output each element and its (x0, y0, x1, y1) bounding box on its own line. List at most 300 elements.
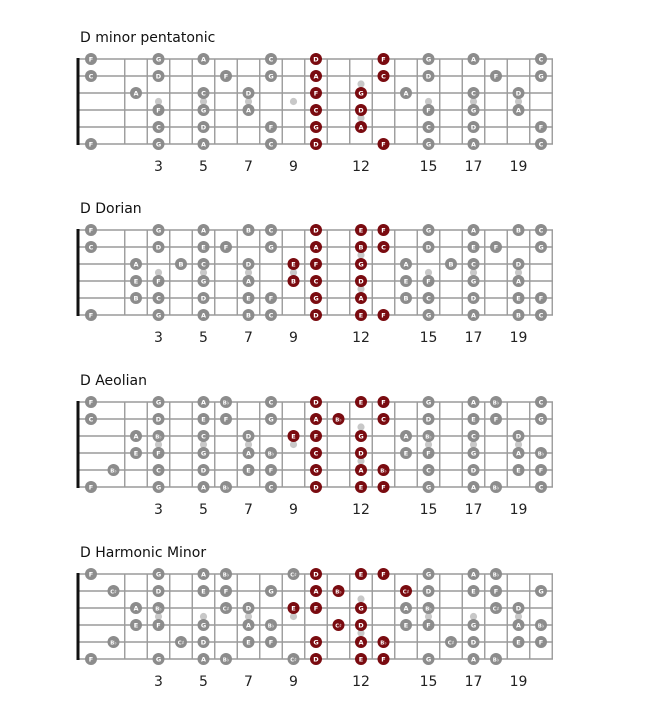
fret-number: 15 (419, 674, 438, 690)
note-label: G (425, 226, 432, 235)
note-label: F (223, 72, 229, 81)
diagram-title: D Dorian (80, 201, 142, 217)
scale-note (423, 121, 435, 133)
note-label: G (425, 483, 432, 492)
scale-note (243, 224, 255, 236)
scale-note-highlight (310, 87, 322, 99)
note-label: F (88, 140, 94, 149)
note-label: A (245, 106, 252, 115)
note-label: F (381, 570, 386, 579)
note-label: C (201, 89, 206, 98)
note-label: B (448, 260, 454, 269)
note-label: D (515, 260, 522, 269)
scale-note (423, 53, 435, 65)
scale-note-highlight (310, 653, 322, 665)
scale-note (423, 585, 435, 597)
note-label: C (268, 226, 274, 235)
note-label: D (155, 587, 162, 596)
fret-number: 12 (352, 159, 370, 175)
scale-note-highlight (355, 636, 367, 648)
scale-note (490, 653, 502, 665)
scale-note (468, 413, 480, 425)
note-label: G (313, 294, 319, 303)
scale-note-highlight (378, 138, 390, 150)
note-label: F (313, 89, 319, 98)
note-label: C (201, 432, 206, 441)
note-label: D (245, 604, 252, 613)
note-label: F (313, 432, 319, 441)
note-label: D (313, 483, 319, 492)
scale-note (400, 430, 412, 442)
note-label: A (515, 621, 522, 630)
note-label: A (403, 89, 409, 98)
note-label: C (313, 277, 319, 286)
note-label: G (470, 621, 477, 630)
scale-note (85, 309, 97, 321)
scale-note (513, 309, 525, 321)
note-label: G (470, 106, 477, 115)
scale-note (198, 585, 210, 597)
note-label: B♭ (222, 485, 230, 492)
scale-note (130, 258, 142, 270)
scale-note (265, 241, 277, 253)
scale-note (153, 619, 165, 631)
scale-note (513, 447, 525, 459)
fret-number: 3 (154, 159, 163, 175)
note-label: C (471, 432, 476, 441)
fret-number: 3 (154, 330, 163, 346)
note-label: G (155, 140, 162, 149)
scale-note-highlight (378, 241, 390, 253)
scale-note (513, 224, 525, 236)
scale-note (490, 481, 502, 493)
fret-inlay (357, 80, 364, 87)
fret-number: 15 (419, 502, 438, 518)
scale-note (535, 292, 547, 304)
note-label: E (471, 415, 476, 424)
scale-note-highlight (355, 619, 367, 631)
scale-note-highlight (310, 464, 322, 476)
scale-note (265, 464, 277, 476)
note-label: G (358, 604, 364, 613)
note-label: B♭ (335, 417, 342, 424)
note-label: A (245, 621, 252, 630)
note-label: B (403, 294, 409, 303)
note-label: B♭ (222, 400, 230, 407)
scale-note (490, 70, 502, 82)
note-label: F (426, 106, 431, 115)
scale-note-highlight (310, 121, 322, 133)
note-label: C (268, 55, 274, 64)
fret-number: 3 (154, 674, 163, 690)
note-label: F (381, 655, 386, 664)
scale-note (535, 241, 547, 253)
note-label: F (88, 570, 94, 579)
scale-note (130, 292, 142, 304)
note-label: G (155, 483, 162, 492)
note-label: F (268, 123, 274, 132)
note-label: B♭ (335, 589, 342, 596)
scale-note (490, 585, 502, 597)
scale-note (220, 396, 232, 408)
fret-number: 9 (289, 502, 298, 518)
scale-note (468, 138, 480, 150)
scale-note-highlight (310, 636, 322, 648)
note-label: B♭ (110, 640, 117, 647)
scale-note (423, 619, 435, 631)
scale-note (220, 481, 232, 493)
note-label: C (471, 260, 476, 269)
note-label: A (470, 570, 477, 579)
note-label: A (200, 226, 207, 235)
scale-note-highlight (355, 258, 367, 270)
fret-number: 19 (509, 674, 528, 690)
note-label: F (313, 604, 319, 613)
note-label: A (358, 466, 364, 475)
scale-note (243, 275, 255, 287)
scale-note (490, 568, 502, 580)
scale-note (153, 447, 165, 459)
scale-note (198, 275, 210, 287)
note-label: B♭ (155, 434, 162, 441)
note-label: D (245, 89, 252, 98)
note-label: G (425, 570, 432, 579)
note-label: E (403, 621, 409, 630)
note-label: C (268, 311, 274, 320)
scale-note (535, 138, 547, 150)
fret-number: 19 (509, 502, 528, 518)
note-label: B (178, 260, 184, 269)
note-label: E (403, 449, 409, 458)
note-label: E (358, 570, 364, 579)
note-label: F (268, 294, 274, 303)
note-label: C (426, 123, 431, 132)
scale-note (198, 121, 210, 133)
note-label: C (381, 415, 386, 424)
scale-note (198, 464, 210, 476)
note-label: A (470, 140, 477, 149)
scale-note-highlight (378, 653, 390, 665)
fret-number: 17 (464, 502, 483, 518)
scale-note-highlight (378, 396, 390, 408)
scale-note-highlight (310, 258, 322, 270)
scale-note-highlight (378, 481, 390, 493)
fret-number: 12 (352, 674, 370, 690)
scale-note (513, 619, 525, 631)
scale-note (513, 275, 525, 287)
note-label: A (200, 398, 207, 407)
scale-note (85, 224, 97, 236)
note-label: E (471, 243, 476, 252)
note-label: A (313, 243, 319, 252)
note-label: A (515, 277, 522, 286)
note-label: E (358, 226, 364, 235)
note-label: D (200, 638, 207, 647)
scale-note-highlight (355, 602, 367, 614)
scale-note-highlight (288, 602, 300, 614)
scale-note-highlight (333, 619, 345, 631)
note-label: D (470, 466, 477, 475)
scale-note (423, 241, 435, 253)
fret-number: 17 (464, 330, 483, 346)
fret-number: 12 (352, 502, 370, 518)
note-label: E (471, 587, 476, 596)
scale-note (243, 309, 255, 321)
fret-number: 5 (199, 674, 208, 690)
note-label: G (425, 55, 432, 64)
note-label: C♯ (335, 623, 342, 630)
note-label: B (246, 226, 251, 235)
note-label: E (201, 243, 206, 252)
note-label: F (88, 483, 94, 492)
note-label: G (268, 72, 274, 81)
scale-note (85, 396, 97, 408)
note-label: D (245, 432, 252, 441)
note-label: D (425, 415, 432, 424)
note-label: F (223, 587, 229, 596)
scale-note (423, 309, 435, 321)
scale-note (175, 636, 187, 648)
scale-note (535, 121, 547, 133)
scale-note (535, 70, 547, 82)
note-label: B♭ (492, 485, 500, 492)
note-label: F (381, 483, 386, 492)
scale-note (265, 619, 277, 631)
note-label: D (155, 415, 162, 424)
scale-note (423, 413, 435, 425)
fret-inlay (357, 423, 364, 430)
scale-note (400, 602, 412, 614)
note-label: F (88, 398, 94, 407)
scale-note (468, 87, 480, 99)
note-label: F (88, 55, 94, 64)
fret-number: 17 (464, 159, 483, 175)
note-label: D (358, 106, 364, 115)
note-label: F (88, 226, 94, 235)
note-label: C (88, 72, 94, 81)
note-label: E (291, 604, 296, 613)
scale-note-highlight (310, 568, 322, 580)
scale-note (85, 138, 97, 150)
scale-note (265, 121, 277, 133)
fret-number: 7 (244, 502, 253, 518)
scale-note (423, 292, 435, 304)
scale-note (198, 413, 210, 425)
note-label: B♭ (492, 572, 500, 579)
note-label: D (313, 398, 319, 407)
note-label: C♯ (290, 657, 297, 664)
scale-note (265, 413, 277, 425)
note-label: D (313, 140, 319, 149)
scale-note (265, 309, 277, 321)
note-label: C (538, 226, 544, 235)
note-label: C (381, 72, 386, 81)
note-label: C (313, 106, 319, 115)
scale-note (490, 413, 502, 425)
note-label: F (493, 72, 499, 81)
scale-note-highlight (355, 309, 367, 321)
note-label: F (223, 415, 229, 424)
note-label: A (313, 415, 319, 424)
note-label: A (133, 432, 139, 441)
scale-note (400, 447, 412, 459)
note-label: A (133, 260, 139, 269)
scale-note (265, 292, 277, 304)
scale-note-highlight (355, 653, 367, 665)
note-label: A (245, 449, 252, 458)
scale-note (513, 602, 525, 614)
scale-note (198, 138, 210, 150)
scale-note (243, 636, 255, 648)
note-label: G (155, 311, 162, 320)
note-label: E (246, 294, 251, 303)
note-label: C (268, 483, 274, 492)
scale-note-highlight (310, 430, 322, 442)
scale-note (468, 636, 480, 648)
scale-note-highlight (378, 53, 390, 65)
note-label: F (381, 55, 386, 64)
scale-diagram (0, 201, 650, 361)
scale-note (468, 241, 480, 253)
fretboard (0, 223, 650, 363)
scale-note (468, 224, 480, 236)
note-label: D (358, 449, 364, 458)
scale-note (243, 619, 255, 631)
note-label: G (538, 415, 544, 424)
note-label: B (516, 226, 521, 235)
scale-note (535, 413, 547, 425)
note-label: C♯ (290, 572, 297, 579)
note-label: G (155, 398, 162, 407)
scale-note-highlight (310, 275, 322, 287)
scale-note-highlight (310, 53, 322, 65)
scale-note (265, 53, 277, 65)
scale-note (243, 602, 255, 614)
note-label: E (403, 277, 409, 286)
note-label: B♭ (492, 657, 500, 664)
note-label: D (515, 432, 522, 441)
diagram-title: D minor pentatonic (80, 30, 216, 46)
scale-note (220, 413, 232, 425)
note-label: C (538, 140, 544, 149)
scale-note (535, 619, 547, 631)
note-label: D (313, 226, 319, 235)
note-label: A (470, 311, 477, 320)
scale-note (198, 396, 210, 408)
scale-note-highlight (378, 568, 390, 580)
scale-note (198, 53, 210, 65)
scale-note (153, 602, 165, 614)
scale-note (198, 568, 210, 580)
note-label: E (516, 638, 521, 647)
note-label: G (538, 587, 544, 596)
scale-note (423, 447, 435, 459)
scale-note (153, 138, 165, 150)
note-label: C (313, 449, 319, 458)
note-label: C♯ (177, 640, 185, 647)
note-label: G (200, 277, 207, 286)
note-label: A (403, 260, 409, 269)
fret-number: 19 (509, 330, 528, 346)
note-label: B♭ (537, 451, 545, 458)
note-label: B♭ (380, 640, 387, 647)
note-label: F (538, 123, 544, 132)
note-label: E (246, 638, 251, 647)
scale-note (468, 447, 480, 459)
note-label: C (268, 140, 274, 149)
scale-note (220, 70, 232, 82)
scale-note-highlight (355, 241, 367, 253)
scale-note (468, 104, 480, 116)
fret-number: 5 (199, 502, 208, 518)
scale-note (153, 275, 165, 287)
scale-note-highlight (378, 70, 390, 82)
scale-note (175, 258, 187, 270)
note-label: C (426, 294, 431, 303)
scale-note (153, 585, 165, 597)
note-label: G (425, 655, 432, 664)
scale-note-highlight (310, 585, 322, 597)
note-label: D (313, 570, 319, 579)
scale-note (265, 70, 277, 82)
scale-note (243, 258, 255, 270)
scale-note (423, 602, 435, 614)
scale-note-highlight (355, 464, 367, 476)
scale-note (153, 121, 165, 133)
note-label: A (200, 140, 207, 149)
note-label: E (516, 466, 521, 475)
note-label: A (470, 483, 477, 492)
note-label: D (470, 294, 477, 303)
note-label: A (470, 55, 477, 64)
scale-note (85, 653, 97, 665)
note-label: C♯ (110, 589, 117, 596)
note-label: E (133, 449, 139, 458)
scale-note (288, 568, 300, 580)
scale-note (535, 464, 547, 476)
scale-note (108, 585, 120, 597)
note-label: E (201, 587, 206, 596)
note-label: C (156, 466, 161, 475)
note-label: A (358, 294, 364, 303)
note-label: B♭ (222, 572, 230, 579)
scale-note (108, 636, 120, 648)
note-label: G (425, 311, 432, 320)
note-label: A (470, 398, 477, 407)
scale-note (468, 585, 480, 597)
fretboard (0, 567, 650, 707)
scale-note-highlight (378, 413, 390, 425)
scale-note (130, 275, 142, 287)
note-label: C♯ (222, 606, 230, 613)
note-label: A (403, 604, 409, 613)
note-label: A (313, 72, 319, 81)
note-label: A (515, 106, 522, 115)
note-label: F (493, 243, 499, 252)
scale-note (535, 224, 547, 236)
note-label: C (268, 398, 274, 407)
note-label: B♭ (267, 451, 275, 458)
fret-number: 17 (464, 674, 483, 690)
scale-note (468, 292, 480, 304)
scale-note (423, 568, 435, 580)
fret-inlay (357, 595, 364, 602)
scale-note (153, 70, 165, 82)
scale-note (423, 224, 435, 236)
scale-note (198, 292, 210, 304)
scale-note-highlight (310, 292, 322, 304)
fret-number: 7 (244, 330, 253, 346)
